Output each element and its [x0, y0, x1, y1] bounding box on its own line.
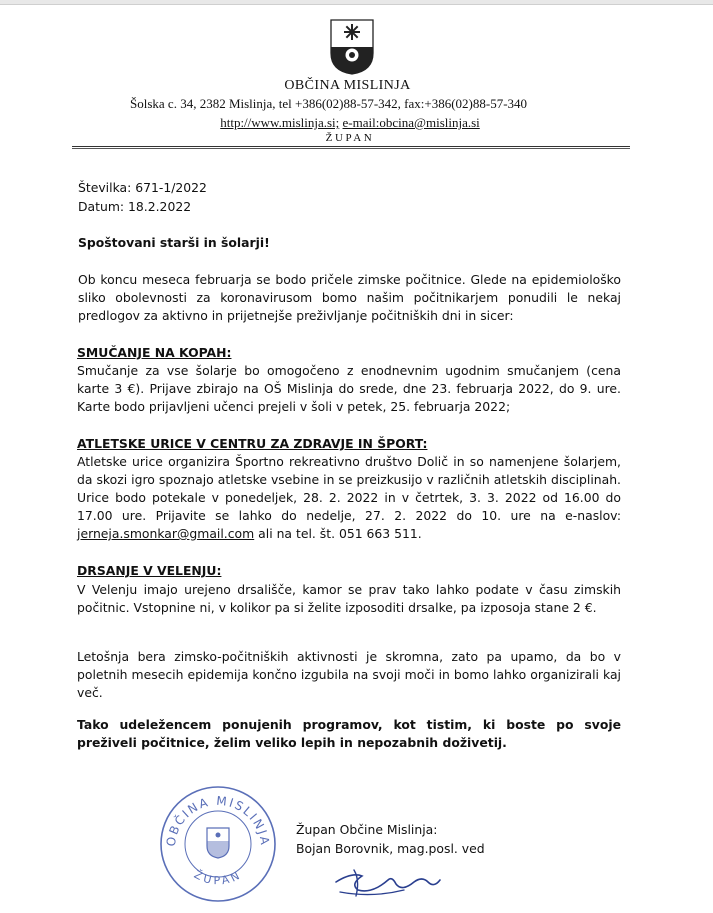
- section-heading-athletics: ATLETSKE URICE V CENTRU ZA ZDRAVJE IN ŠPORT:: [77, 436, 428, 451]
- section-body-skiing: Smučanje za vse šolarje bo omogočeno z enodnevnim ugodnim smučanjem (cena karte 3 €). Prijave zbirajo na OŠ Mislinja do srede, dne 23. februarja 2022, do 9. ure. Karte bodo prijavljeni učenci prejeli v šoli v petek, 25. februarja 2022;: [77, 363, 621, 414]
- org-name: OBČINA MISLINJA: [284, 78, 411, 93]
- svg-text:ŽUPAN: [192, 868, 244, 887]
- athletics-email-link[interactable]: jerneja.smonkar@gmail.com: [77, 526, 255, 541]
- page-top-edge: [0, 0, 713, 5]
- athletics-text: Atletske urice organizira Športno rekreativno društvo Dolič in so namenjene šolarjem, da skozi igro spoznajo atletske vsebine in se preizkusijo v različnih atletskih disciplinah. Urice bodo potekale v ponedeljek, 28. 2. 2022 in v četrtek, 3. 3. 2022 od 16.00 do 17.00 ure. Prijavite se lahko do nedelje, 27. 2. 2022 do 10. ure na e-naslov:: [77, 454, 621, 523]
- coat-of-arms-icon: [330, 19, 374, 75]
- section-body-athletics: [77, 453, 621, 543]
- header-divider-2: [72, 148, 630, 149]
- stamp-top-text: OBČINA MISLINJA: [163, 793, 273, 848]
- closing-wish: Tako udeležencem ponujenih programov, kot tistim, ki boste po svoje preživeli počitnice, želim veliko lepih in nepozabnih doživetij.: [77, 717, 621, 750]
- closing-paragraph: Letošnja bera zimsko-počitniških aktivnosti je skromna, zato pa upamo, da bo v poletnih mesecih epidemija končno izgubila na svoji moči in bomo lahko organizirali kaj več.: [77, 649, 621, 700]
- section-heading-skiing: SMUČANJE NA KOPAH:: [77, 345, 232, 360]
- greeting: Spoštovani starši in šolarji!: [78, 235, 270, 250]
- signatory-title: Župan Občine Mislinja:: [296, 822, 438, 837]
- intro-paragraph: Ob koncu meseca februarja se bodo pričele zimske počitnice. Glede na epidemiološko sliko obolevnosti za koronavirusom bomo našim počitnikarjem ponudili le nekaj predlogov za aktivno in prijetnejše preživljanje počitniških dni in sicer:: [78, 272, 621, 323]
- stamp-bottom-text: ŽUPAN: [191, 867, 245, 888]
- office-title: ŽUPAN: [325, 132, 375, 144]
- org-contact: [0, 115, 700, 131]
- email-link[interactable]: e-mail:obcina@mislinja.si: [342, 115, 480, 130]
- signatory-name: Bojan Borovnik, mag.posl. ved: [296, 841, 485, 856]
- org-address: Šolska c. 34, 2382 Mislinja, tel +386(02)88-57-342, fax:+386(02)88-57-340: [130, 96, 528, 111]
- athletics-phone: ali na tel. št. 051 663 511.: [258, 526, 422, 541]
- doc-date: Datum: 18.2.2022: [78, 199, 192, 214]
- doc-number: Številka: 671-1/2022: [78, 180, 207, 195]
- official-stamp-icon: [158, 784, 278, 904]
- website-link[interactable]: http://www.mislinja.si;: [220, 115, 340, 130]
- signature-scribble-icon: [332, 862, 444, 902]
- header-divider: [72, 146, 630, 147]
- section-heading-skating: DRSANJE V VELENJU:: [77, 563, 222, 578]
- section-body-skating: V Velenju imajo urejeno drsališče, kamor se prav tako lahko podate v času zimskih počitnic. Vstopnine ni, v kolikor pa si želite izposoditi drsalke, pa izposoja stane 2 €.: [77, 582, 621, 615]
